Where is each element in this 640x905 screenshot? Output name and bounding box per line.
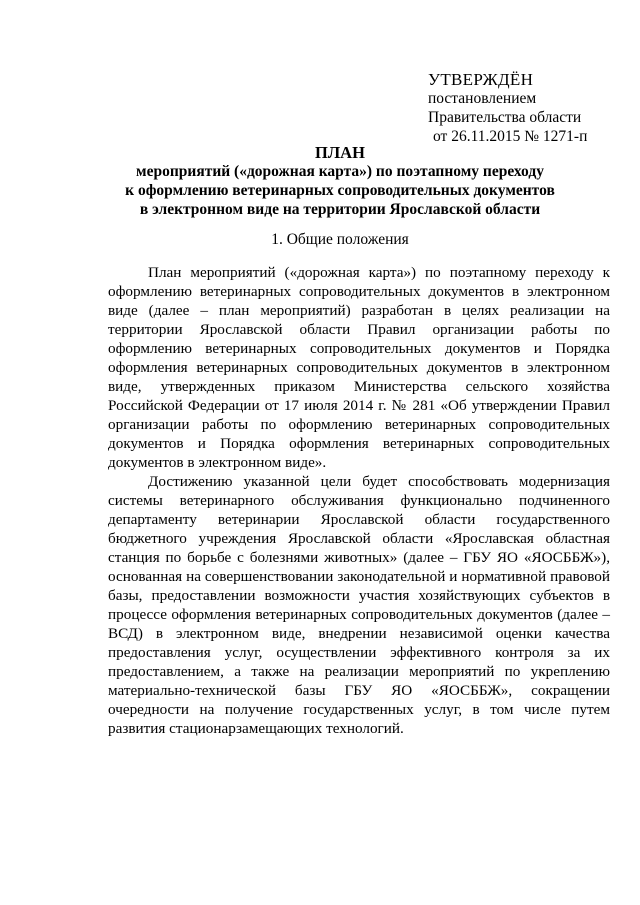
document-subtitle-line-3: в электронном виде на территории Ярославской области (139, 201, 541, 218)
approval-line-1: постановлением (428, 90, 537, 107)
document-title: ПЛАН (315, 143, 365, 162)
body-paragraph: Достижению указанной цели будет способствовать модернизация системы ветеринарного обслуживания функционально подчиненного департаменту ветеринарии Ярославской области государственного бюджетного учреждения Ярославской области «Ярославская областная станция по борьбе с болезнями животных» (далее – ГБУ ЯО «ЯОСББЖ»), основанная на совершенствовании законодательной и нормативной правовой базы, предоставлении возможности участия хозяйствующих субъектов в процессе оформления ветеринарных сопроводительных документов (далее – ВСД) в электронном виде, внедрении независимой оценки качества предоставления услуг, осуществлении эффективного контроля за их предоставлением, а также на реализации мероприятий по укреплению материально-технической базы ГБУ ЯО «ЯОСББЖ», сокращении очередности на получение государственных услуг, в том числе путем развития стационарзамещающих технологий. (108, 473, 610, 737)
document-body (108, 263, 610, 738)
document-subtitle-line-1: мероприятий («дорожная карта») по поэтапному переходу (136, 163, 544, 180)
section-heading: 1. Общие положения (271, 231, 409, 248)
approval-heading: УТВЕРЖДЁН (428, 70, 534, 89)
document-subtitle-line-2: к оформлению ветеринарных сопроводительных документов (125, 182, 555, 199)
approval-stamp (428, 70, 587, 146)
body-paragraph: План мероприятий («дорожная карта») по поэтапному переходу к оформлению ветеринарных сопроводительных документов в электронном виде (далее – план мероприятий) разработан в целях реализации на территории Ярославской области Правил организации работы по оформлению ветеринарных сопроводительных документов и Порядка оформления ветеринарных сопроводительных документов в электронном виде, утвержденных приказом Министерства сельского хозяйства Российской Федерации от 17 июля 2014 г. № 281 «Об утверждении Правил организации работы по оформлению ветеринарных сопроводительных документов и Порядка оформления ветеринарных сопроводительных документов в электронном виде». (108, 264, 610, 471)
approval-line-2: Правительства области (428, 109, 582, 126)
approval-date: от 26.11.2015 № 1271-п (433, 128, 588, 145)
